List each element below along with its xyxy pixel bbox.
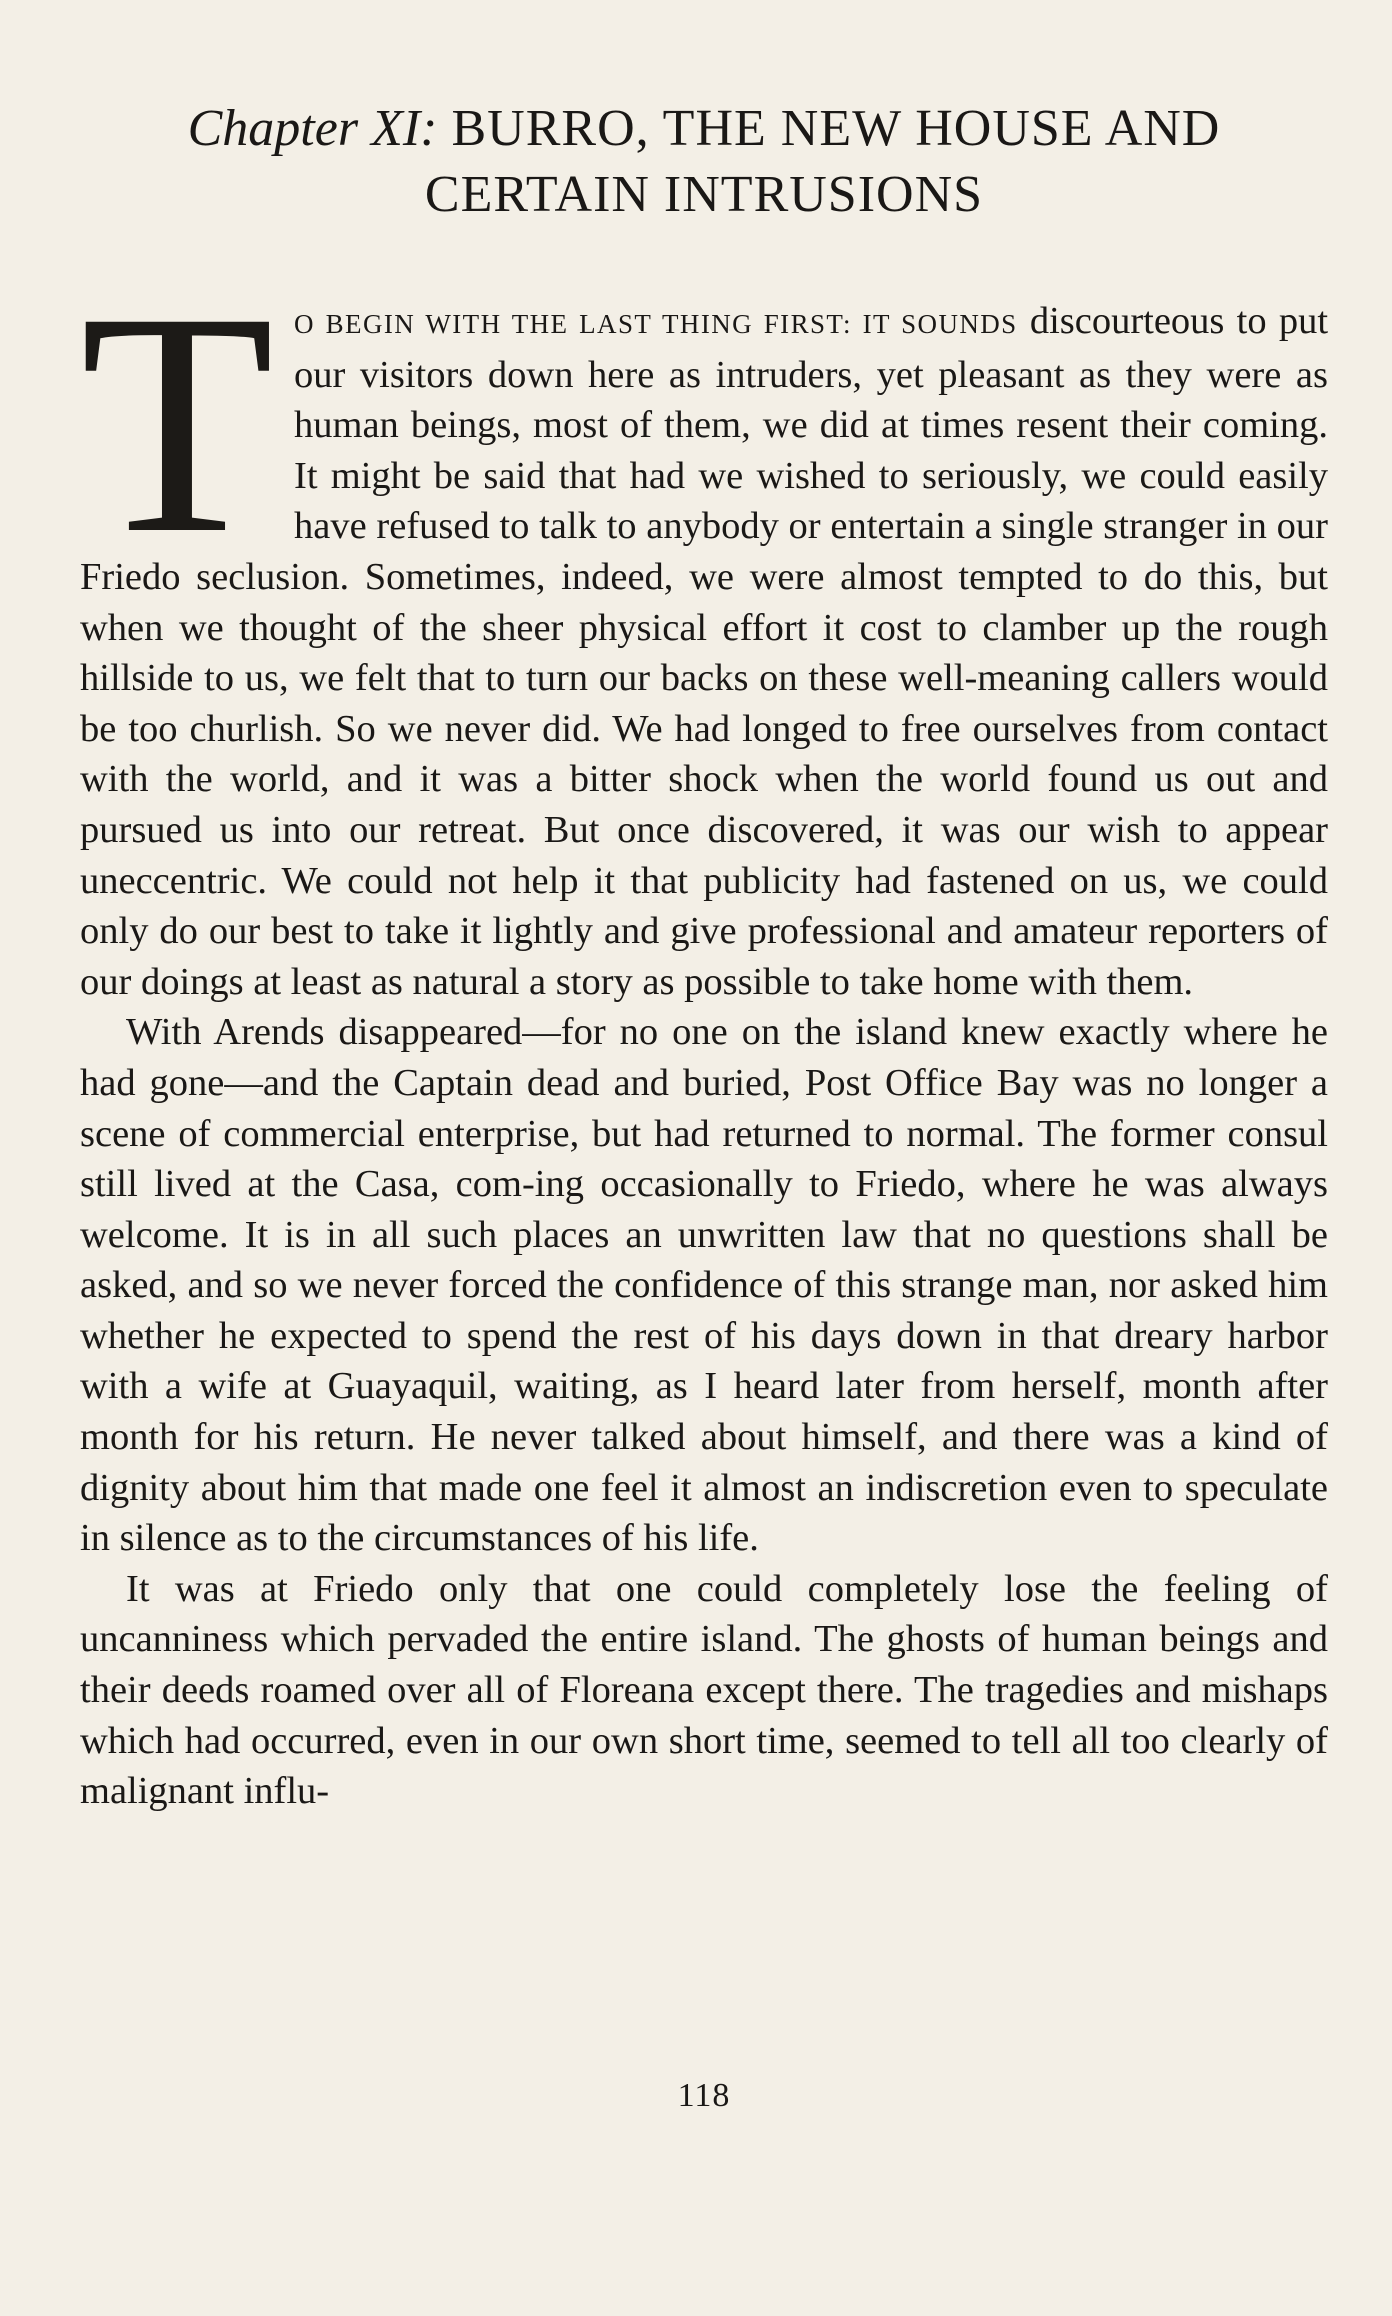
chapter-label: Chapter XI: [187,100,438,157]
book-page [80,0,1328,2316]
drop-cap-letter: T [80,296,275,550]
opening-smallcaps: O BEGIN WITH THE LAST THING FIRST: IT SOUNDS [294,309,1018,339]
chapter-heading [80,96,1328,228]
chapter-body [80,296,1328,1817]
chapter-title-line-2: CERTAIN INTRUSIONS [424,166,984,223]
paragraph-1-text: discourteous to put our visitors down here as intruders, yet pleasant as they were as human beings, most of them, we did at times resent their coming. It might be said that had we wished to seriously, we could easily have refused to talk to anybody or entertain a single stranger in our Friedo seclusion. Sometimes, indeed, we were almost tempted to do this, but when we thought of the sheer physical effort it cost to clamber up the rough hillside to us, we felt that to turn our backs on these well-meaning callers would be too churlish. So we never did. We had longed to free ourselves from contact with the world, and it was a bitter shock when the world found us out and pursued us into our retreat. But once discovered, it was our wish to appear uneccentric. We could not help it that publicity had fastened on us, we could only do our best to take it lightly and give professional and amateur reporters of our doings at least as natural a story as possible to take home with them. [80,300,1329,1003]
paragraph-1 [80,296,1328,1007]
drop-cap [80,296,294,550]
page-number: 118 [677,2077,731,2114]
chapter-title-line-1: BURRO, THE NEW HOUSE AND [451,100,1221,157]
paragraph-2: With Arends disappeared—for no one on the island knew exactly where he had gone—and the Captain dead and buried, Post Office Bay was no longer a scene of commercial enterprise, but had returned to normal. The former consul still lived at the Casa, com-ing occasionally to Friedo, where he was always welcome. It is in all such places an unwritten law that no questions shall be asked, and so we never forced the confidence of this strange man, nor asked him whether he expected to spend the rest of his days down in that dreary harbor with a wife at Guayaquil, waiting, as I heard later from herself, month after month for his return. He never talked about himself, and there was a kind of dignity about him that made one feel it almost an indiscretion even to speculate in silence as to the circumstances of his life. [80,1011,1328,1560]
paragraph-3: It was at Friedo only that one could completely lose the feeling of uncanniness which pervaded the entire island. The ghosts of human beings and their deeds roamed over all of Floreana except there. The tragedies and mishaps which had occurred, even in our own short time, seemed to tell all too clearly of malignant influ- [80,1567,1328,1813]
